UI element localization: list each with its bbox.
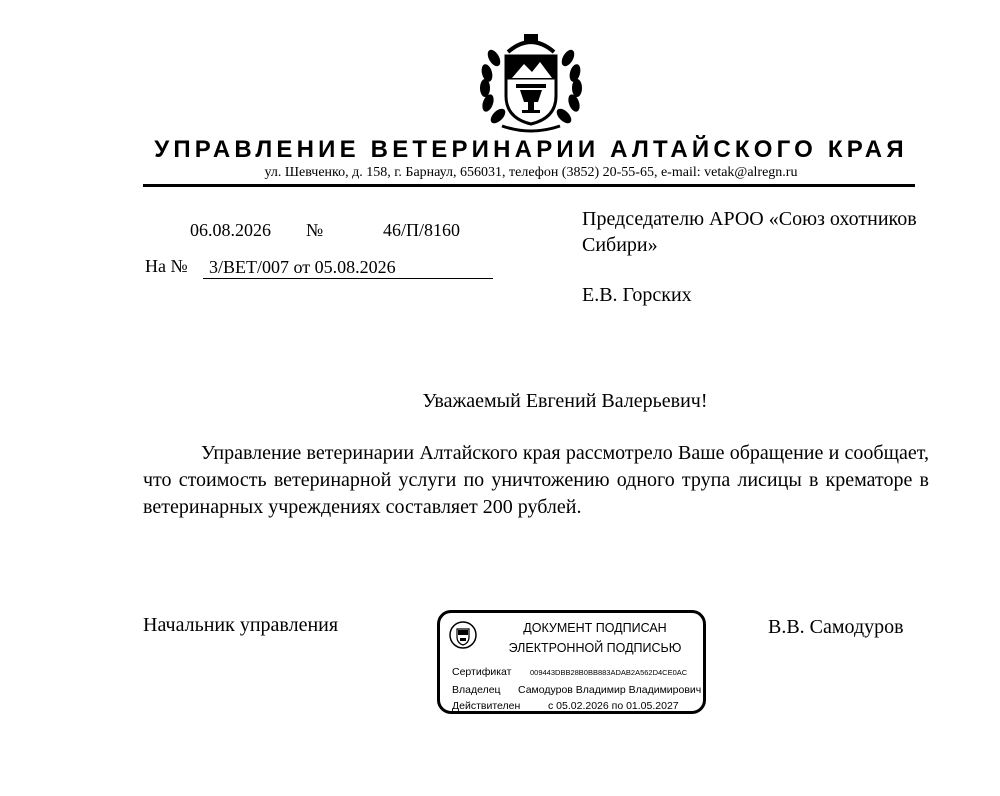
header-divider <box>143 184 915 187</box>
recipient-position: Председателю АРОО «Союз охотников Сибири» <box>582 208 917 256</box>
organization-address: ул. Шевченко, д. 158, г. Барнаул, 656031, телефон (3852) 20-55-65, e-mail: vetak@alregn.ru <box>264 165 798 180</box>
reference-label: На № <box>145 256 188 276</box>
signer-position: Начальник управления <box>143 614 339 636</box>
recipient-name: Е.В. Горских <box>582 284 692 306</box>
reference-value: 3/ВЕТ/007 от 05.08.2026 <box>203 256 493 279</box>
certificate-label: Сертификат <box>452 666 512 678</box>
stamp-heading-line1: ДОКУМЕНТ ПОДПИСАН <box>523 621 667 635</box>
letter-body: Управление ветеринарии Алтайского края рассмотрело Ваше обращение и сообщает, что стоимость ветеринарной услуги по уничтожению одного трупа лисицы в крематоре в ветеринарных учреждениях составляет 200 рублей. <box>143 442 929 518</box>
salutation: Уважаемый Евгений Валерьевич! <box>422 390 708 412</box>
owner-value: Самодуров Владимир Владимирович <box>518 684 702 696</box>
number-sign: № <box>306 220 324 240</box>
owner-label: Владелец <box>452 684 501 696</box>
coat-of-arms-icon <box>472 28 590 138</box>
coat-of-arms-icon <box>448 620 478 650</box>
outgoing-number: 46/П/8160 <box>383 220 461 240</box>
organization-title: УПРАВЛЕНИЕ ВЕТЕРИНАРИИ АЛТАЙСКОГО КРАЯ <box>154 136 908 163</box>
validity-label: Действителен <box>452 700 521 712</box>
outgoing-date: 06.08.2026 <box>190 220 271 240</box>
stamp-heading-line2: ЭЛЕКТРОННОЙ ПОДПИСЬЮ <box>508 641 682 655</box>
electronic-signature-stamp <box>437 610 706 714</box>
validity-value: с 05.02.2026 по 01.05.2027 <box>548 700 679 712</box>
certificate-value: 009443DBB28B0BB883ADAB2A562D4CE0AC <box>530 668 688 677</box>
signer-name: В.В. Самодуров <box>768 616 904 638</box>
